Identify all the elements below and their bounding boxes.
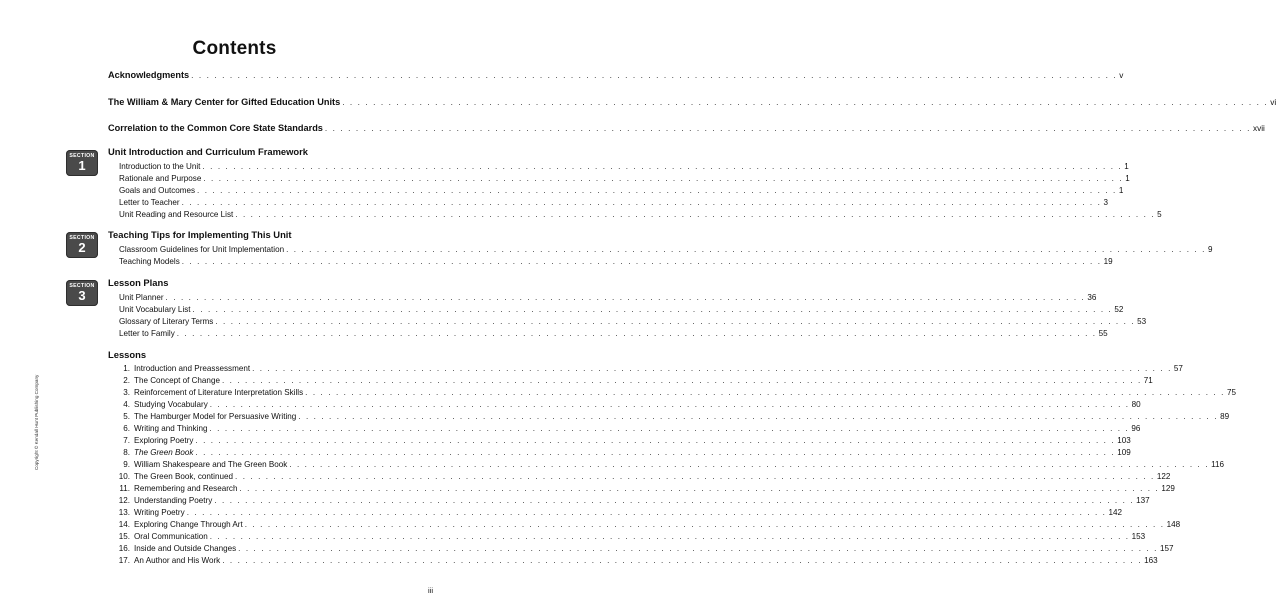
lesson-number: 14. bbox=[118, 520, 130, 529]
lesson-title: An Author and His Work bbox=[134, 556, 221, 565]
lesson-entry[interactable] bbox=[115, 519, 1181, 531]
dot-leader: . . . . . . . . . . . . . . . . . . . . . . . . . . . . . . . . . . . . . . . . . . . . . . . . . . . . . . . . . . . . . . . . . . . . . . . . . . . . . . . . . . . . . . . . . . . . . . . . . . . . . . . . . . . . . . . . . . . . . . . . bbox=[222, 556, 1143, 565]
lesson-entry-label bbox=[115, 387, 303, 399]
dot-leader: . . . . . . . . . . . . . . . . . . . . . . . . . . . . . . . . . . . . . . . . . . . . . . . . . . . . . . . . . . . . . . . . . . . . . . . . . . . . . . . . . . . . . . . . . . . . . . . . . . . . . . . . . . . . . . . . . . . . . . . . bbox=[181, 257, 1102, 266]
toc-entry[interactable] bbox=[119, 185, 1124, 197]
toc-entry-label: Unit Vocabulary List bbox=[119, 305, 191, 314]
section-2-badge bbox=[66, 232, 98, 258]
lesson-number: 3. bbox=[123, 388, 130, 397]
toc-entry-page: 55 bbox=[1098, 329, 1108, 338]
lesson-entry-label bbox=[115, 375, 220, 387]
lesson-page: 109 bbox=[1117, 448, 1131, 457]
lesson-page: 148 bbox=[1166, 520, 1181, 529]
toc-entry[interactable] bbox=[119, 316, 1147, 328]
section-1-badge bbox=[66, 150, 98, 176]
lesson-entry[interactable] bbox=[115, 483, 1175, 495]
lesson-page: 57 bbox=[1173, 364, 1183, 373]
lesson-page: 122 bbox=[1156, 472, 1171, 481]
toc-entry-page: v bbox=[1119, 71, 1124, 80]
lesson-page: 103 bbox=[1117, 436, 1131, 445]
lesson-page: 142 bbox=[1108, 508, 1123, 517]
toc-entry-label: Letter to Family bbox=[119, 329, 175, 338]
lesson-title: The Concept of Change bbox=[134, 376, 220, 385]
dot-leader: . . . . . . . . . . . . . . . . . . . . . . . . . . . . . . . . . . . . . . . . . . . . . . . . . . . . . . . . . . . . . . . . . . . . . . . . . . . . . . . . . . . . . . . . . . . . . . . . . . . . . . . . . . . . . . . . . . . . . . . . bbox=[239, 484, 1160, 493]
section-badge-label: SECTION bbox=[69, 283, 95, 289]
lesson-entry-label bbox=[115, 363, 250, 375]
toc-entry[interactable] bbox=[119, 304, 1124, 316]
lesson-number: 1. bbox=[123, 364, 130, 373]
copyright-note: Copyright © Kendall Hunt Publishing Company bbox=[34, 374, 39, 470]
dot-leader: . . . . . . . . . . . . . . . . . . . . . . . . . . . . . . . . . . . . . . . . . . . . . . . . . . . . . . . . . . . . . . . . . . . . . . . . . . . . . . . . . . . . . . . . . . . . . . . . . . . . . . . . . . . . . . . . . . . . . . . . bbox=[191, 71, 1118, 80]
dot-leader: . . . . . . . . . . . . . . . . . . . . . . . . . . . . . . . . . . . . . . . . . . . . . . . . . . . . . . . . . . . . . . . . . . . . . . . . . . . . . . . . . . . . . . . . . . . . . . . . . . . . . . . . . . . . . . . . . . . . . . . . bbox=[215, 317, 1136, 326]
dot-leader: . . . . . . . . . . . . . . . . . . . . . . . . . . . . . . . . . . . . . . . . . . . . . . . . . . . . . . . . . . . . . . . . . . . . . . . . . . . . . . . . . . . . . . . . . . . . . . . . . . . . . . . . . . . . . . . . . . . . . . . . bbox=[305, 388, 1225, 397]
dot-leader: . . . . . . . . . . . . . . . . . . . . . . . . . . . . . . . . . . . . . . . . . . . . . . . . . . . . . . . . . . . . . . . . . . . . . . . . . . . . . . . . . . . . . . . . . . . . . . . . . . . . . . . . . . . . . . . . . . . . . . . . bbox=[209, 400, 1130, 409]
toc-entry-center-units[interactable] bbox=[108, 97, 1276, 109]
section-badge-number: 1 bbox=[78, 158, 86, 173]
lesson-number: 4. bbox=[123, 400, 130, 409]
lesson-title: Writing and Thinking bbox=[134, 424, 208, 433]
dot-leader: . . . . . . . . . . . . . . . . . . . . . . . . . . . . . . . . . . . . . . . . . . . . . . . . . . . . . . . . . . . . . . . . . . . . . . . . . . . . . . . . . . . . . . . . . . . . . . . . . . . . . . . . . . . . . . . . . . . . . . . . bbox=[238, 544, 1158, 553]
lesson-number: 17. bbox=[118, 556, 130, 565]
dot-leader: . . . . . . . . . . . . . . . . . . . . . . . . . . . . . . . . . . . . . . . . . . . . . . . . . . . . . . . . . . . . . . . . . . . . . . . . . . . . . . . . . . . . . . . . . . . . . . . . . . . . . . . . . . . . . . . . . . . . . . . . bbox=[203, 174, 1124, 183]
lesson-page: 116 bbox=[1211, 460, 1225, 469]
lesson-entry[interactable] bbox=[115, 375, 1153, 387]
lesson-page: 129 bbox=[1161, 484, 1175, 493]
lesson-title: The Green Book bbox=[134, 448, 194, 457]
lesson-page: 80 bbox=[1131, 400, 1141, 409]
lesson-page: 153 bbox=[1131, 532, 1146, 541]
lesson-entry[interactable] bbox=[115, 543, 1174, 555]
lesson-title: Remembering and Research bbox=[134, 484, 238, 493]
section-badge-label: SECTION bbox=[69, 153, 95, 159]
lesson-number: 11. bbox=[119, 484, 130, 493]
lesson-title: William Shakespeare and The Green Book bbox=[134, 460, 288, 469]
lesson-entry-label bbox=[115, 411, 296, 423]
lesson-entry-label bbox=[115, 423, 207, 435]
lesson-entry[interactable] bbox=[115, 459, 1225, 471]
lesson-entry[interactable] bbox=[115, 447, 1131, 459]
lesson-page: 71 bbox=[1143, 376, 1153, 385]
toc-entry-page: 9 bbox=[1207, 245, 1213, 254]
toc-entry-label: Unit Reading and Resource List bbox=[119, 210, 234, 219]
toc-entry-label: The William & Mary Center for Gifted Education Units bbox=[108, 97, 341, 107]
dot-leader: . . . . . . . . . . . . . . . . . . . . . . . . . . . . . . . . . . . . . . . . . . . . . . . . . . . . . . . . . . . . . . . . . . . . . . . . . . . . . . . . . . . . . . . . . . . . . . . . . . . . . . . . . . . . . . . . . . . . . . . . bbox=[324, 124, 1251, 133]
section-3-heading: Lesson Plans bbox=[108, 277, 169, 288]
lesson-title: Reinforcement of Literature Interpretation Skills bbox=[134, 388, 304, 397]
lesson-entry-label bbox=[115, 495, 212, 507]
toc-entry-label: Unit Planner bbox=[119, 293, 164, 302]
dot-leader: . . . . . . . . . . . . . . . . . . . . . . . . . . . . . . . . . . . . . . . . . . . . . . . . . . . . . . . . . . . . . . . . . . . . . . . . . . . . . . . . . . . . . . . . . . . . . . . . . . . . . . . . . . . . . . . . . . . . . . . . bbox=[181, 198, 1102, 207]
dot-leader: . . . . . . . . . . . . . . . . . . . . . . . . . . . . . . . . . . . . . . . . . . . . . . . . . . . . . . . . . . . . . . . . . . . . . . . . . . . . . . . . . . . . . . . . . . . . . . . . . . . . . . . . . . . . . . . . . . . . . . . . bbox=[195, 436, 1116, 445]
section-badge-number: 3 bbox=[78, 288, 86, 303]
lesson-entry-label bbox=[115, 399, 208, 411]
dot-leader: . . . . . . . . . . . . . . . . . . . . . . . . . . . . . . . . . . . . . . . . . . . . . . . . . . . . . . . . . . . . . . . . . . . . . . . . . . . . . . . . . . . . . . . . . . . . . . . . . . . . . . . . . . . . . . . . . . . . . . . . bbox=[214, 496, 1135, 505]
toc-entry-label: Acknowledgments bbox=[108, 70, 190, 80]
dot-leader: . . . . . . . . . . . . . . . . . . . . . . . . . . . . . . . . . . . . . . . . . . . . . . . . . . . . . . . . . . . . . . . . . . . . . . . . . . . . . . . . . . . . . . . . . . . . . . . . . . . . . . . . . . . . . . . . . . . . . . . . bbox=[192, 305, 1113, 314]
lesson-entry-label bbox=[115, 447, 193, 459]
lesson-page: 157 bbox=[1159, 544, 1174, 553]
dot-leader: . . . . . . . . . . . . . . . . . . . . . . . . . . . . . . . . . . . . . . . . . . . . . . . . . . . . . . . . . . . . . . . . . . . . . . . . . . . . . . . . . . . . . . . . . . . . . . . . . . . . . . . . . . . . . . . . . . . . . . . . bbox=[197, 186, 1117, 195]
toc-entry-label: Correlation to the Common Core State Standards bbox=[108, 123, 323, 133]
toc-entry-acknowledgments[interactable] bbox=[108, 70, 1124, 82]
lesson-entry-label bbox=[115, 435, 193, 447]
section-2-heading: Teaching Tips for Implementing This Unit bbox=[108, 229, 292, 240]
page-number: iii bbox=[428, 586, 433, 595]
lesson-page: 163 bbox=[1144, 556, 1158, 565]
section-3-badge bbox=[66, 280, 98, 306]
dot-leader: . . . . . . . . . . . . . . . . . . . . . . . . . . . . . . . . . . . . . . . . . . . . . . . . . . . . . . . . . . . . . . . . . . . . . . . . . . . . . . . . . . . . . . . . . . . . . . . . . . . . . . . . . . . . . . . . . . . . . . . . bbox=[221, 376, 1142, 385]
lesson-entry-label bbox=[115, 507, 185, 519]
section-badge-number: 2 bbox=[78, 240, 86, 255]
lesson-title: Oral Communication bbox=[134, 532, 208, 541]
lesson-number: 10. bbox=[118, 472, 130, 481]
lesson-number: 16. bbox=[118, 544, 130, 553]
lesson-entry[interactable] bbox=[115, 471, 1171, 483]
lesson-page: 75 bbox=[1227, 388, 1237, 397]
dot-leader: . . . . . . . . . . . . . . . . . . . . . . . . . . . . . . . . . . . . . . . . . . . . . . . . . . . . . . . . . . . . . . . . . . . . . . . . . . . . . . . . . . . . . . . . . . . . . . . . . . . . . . . . . . . . . . . . . . . . . . . . bbox=[342, 98, 1269, 107]
dot-leader: . . . . . . . . . . . . . . . . . . . . . . . . . . . . . . . . . . . . . . . . . . . . . . . . . . . . . . . . . . . . . . . . . . . . . . . . . . . . . . . . . . . . . . . . . . . . . . . . . . . . . . . . . . . . . . . . . . . . . . . . bbox=[235, 472, 1155, 481]
lesson-title: The Green Book, continued bbox=[134, 472, 233, 481]
toc-entry[interactable] bbox=[119, 173, 1130, 185]
toc-entry-page: 36 bbox=[1087, 293, 1097, 302]
lesson-number: 13. bbox=[118, 508, 130, 517]
section-1-heading: Unit Introduction and Curriculum Framework bbox=[108, 146, 309, 157]
lesson-title: Inside and Outside Changes bbox=[134, 544, 237, 553]
toc-entry[interactable] bbox=[119, 197, 1108, 209]
lesson-number: 9. bbox=[123, 460, 130, 469]
dot-leader: . . . . . . . . . . . . . . . . . . . . . . . . . . . . . . . . . . . . . . . . . . . . . . . . . . . . . . . . . . . . . . . . . . . . . . . . . . . . . . . . . . . . . . . . . . . . . . . . . . . . . . . . . . . . . . . . . . . . . . . . bbox=[289, 460, 1210, 469]
lesson-title: The Hamburger Model for Persuasive Writing bbox=[134, 412, 297, 421]
lesson-entry[interactable] bbox=[115, 555, 1158, 567]
toc-entry-page: 5 bbox=[1157, 210, 1162, 219]
lesson-title: Introduction and Preassessment bbox=[134, 364, 251, 373]
toc-entry-label: Introduction to the Unit bbox=[119, 162, 201, 171]
lesson-entry[interactable] bbox=[115, 435, 1131, 447]
lesson-entry[interactable] bbox=[115, 363, 1183, 375]
lesson-title: Writing Poetry bbox=[134, 508, 185, 517]
lesson-title: Exploring Change Through Art bbox=[134, 520, 243, 529]
dot-leader: . . . . . . . . . . . . . . . . . . . . . . . . . . . . . . . . . . . . . . . . . . . . . . . . . . . . . . . . . . . . . . . . . . . . . . . . . . . . . . . . . . . . . . . . . . . . . . . . . . . . . . . . . . . . . . . . . . . . . . . . bbox=[165, 293, 1086, 302]
toc-entry-page: xvii bbox=[1253, 124, 1265, 133]
toc-entry-page: vi bbox=[1270, 98, 1276, 107]
lesson-entry[interactable] bbox=[115, 423, 1141, 435]
lesson-page: 137 bbox=[1136, 496, 1150, 505]
dot-leader: . . . . . . . . . . . . . . . . . . . . . . . . . . . . . . . . . . . . . . . . . . . . . . . . . . . . . . . . . . . . . . . . . . . . . . . . . . . . . . . . . . . . . . . . . . . . . . . . . . . . . . . . . . . . . . . . . . . . . . . . bbox=[195, 448, 1116, 457]
lesson-number: 12. bbox=[118, 496, 130, 505]
lesson-entry-label bbox=[115, 459, 287, 471]
lesson-page: 89 bbox=[1220, 412, 1230, 421]
toc-entry[interactable] bbox=[119, 161, 1129, 173]
toc-entry-label: Classroom Guidelines for Unit Implementation bbox=[119, 245, 285, 254]
toc-entry-page: 1 bbox=[1118, 186, 1124, 195]
toc-entry[interactable] bbox=[119, 256, 1113, 268]
dot-leader: . . . . . . . . . . . . . . . . . . . . . . . . . . . . . . . . . . . . . . . . . . . . . . . . . . . . . . . . . . . . . . . . . . . . . . . . . . . . . . . . . . . . . . . . . . . . . . . . . . . . . . . . . . . . . . . . . . . . . . . . bbox=[176, 329, 1097, 338]
toc-entry-page: 53 bbox=[1137, 317, 1147, 326]
lesson-entry[interactable] bbox=[115, 531, 1146, 543]
lesson-entry[interactable] bbox=[115, 495, 1150, 507]
lesson-number: 8. bbox=[123, 448, 130, 457]
lesson-title: Exploring Poetry bbox=[134, 436, 194, 445]
lesson-entry-label bbox=[115, 555, 220, 567]
lesson-number: 6. bbox=[123, 424, 130, 433]
lesson-entry-label bbox=[115, 519, 243, 531]
dot-leader: . . . . . . . . . . . . . . . . . . . . . . . . . . . . . . . . . . . . . . . . . . . . . . . . . . . . . . . . . . . . . . . . . . . . . . . . . . . . . . . . . . . . . . . . . . . . . . . . . . . . . . . . . . . . . . . . . . . . . . . . bbox=[235, 210, 1156, 219]
toc-entry[interactable] bbox=[119, 292, 1097, 304]
lesson-entry-label bbox=[115, 483, 237, 495]
toc-entry-page: 52 bbox=[1114, 305, 1124, 314]
lesson-page: 96 bbox=[1131, 424, 1141, 433]
lesson-entry[interactable] bbox=[115, 399, 1141, 411]
dot-leader: . . . . . . . . . . . . . . . . . . . . . . . . . . . . . . . . . . . . . . . . . . . . . . . . . . . . . . . . . . . . . . . . . . . . . . . . . . . . . . . . . . . . . . . . . . . . . . . . . . . . . . . . . . . . . . . . . . . . . . . . bbox=[186, 508, 1107, 517]
toc-entry-label: Rationale and Purpose bbox=[119, 174, 202, 183]
lesson-title: Studying Vocabulary bbox=[134, 400, 208, 409]
page-title: Contents bbox=[192, 38, 277, 59]
lesson-title: Understanding Poetry bbox=[134, 496, 213, 505]
dot-leader: . . . . . . . . . . . . . . . . . . . . . . . . . . . . . . . . . . . . . . . . . . . . . . . . . . . . . . . . . . . . . . . . . . . . . . . . . . . . . . . . . . . . . . . . . . . . . . . . . . . . . . . . . . . . . . . . . . . . . . . . bbox=[298, 412, 1219, 421]
toc-entry[interactable] bbox=[119, 209, 1162, 221]
dot-leader: . . . . . . . . . . . . . . . . . . . . . . . . . . . . . . . . . . . . . . . . . . . . . . . . . . . . . . . . . . . . . . . . . . . . . . . . . . . . . . . . . . . . . . . . . . . . . . . . . . . . . . . . . . . . . . . . . . . . . . . . bbox=[244, 520, 1165, 529]
lessons-heading: Lessons bbox=[108, 349, 147, 360]
toc-entry-label: Teaching Models bbox=[119, 257, 180, 266]
toc-entry-page: 1 bbox=[1124, 162, 1129, 171]
lesson-entry[interactable] bbox=[115, 387, 1237, 399]
toc-entry[interactable] bbox=[119, 328, 1108, 340]
lesson-number: 15. bbox=[118, 532, 130, 541]
section-badge-label: SECTION bbox=[69, 235, 95, 241]
toc-entry[interactable] bbox=[119, 244, 1213, 256]
toc-entry-page: 3 bbox=[1103, 198, 1108, 207]
toc-entry-label: Goals and Outcomes bbox=[119, 186, 196, 195]
toc-entry-page: 1 bbox=[1125, 174, 1130, 183]
lesson-entry-label bbox=[115, 531, 208, 543]
toc-entry-label: Letter to Teacher bbox=[119, 198, 180, 207]
dot-leader: . . . . . . . . . . . . . . . . . . . . . . . . . . . . . . . . . . . . . . . . . . . . . . . . . . . . . . . . . . . . . . . . . . . . . . . . . . . . . . . . . . . . . . . . . . . . . . . . . . . . . . . . . . . . . . . . . . . . . . . . bbox=[286, 245, 1206, 254]
dot-leader: . . . . . . . . . . . . . . . . . . . . . . . . . . . . . . . . . . . . . . . . . . . . . . . . . . . . . . . . . . . . . . . . . . . . . . . . . . . . . . . . . . . . . . . . . . . . . . . . . . . . . . . . . . . . . . . . . . . . . . . . bbox=[209, 424, 1130, 433]
lesson-entry-label bbox=[115, 471, 233, 483]
lesson-entry[interactable] bbox=[115, 411, 1230, 423]
toc-entry-page: 19 bbox=[1103, 257, 1113, 266]
dot-leader: . . . . . . . . . . . . . . . . . . . . . . . . . . . . . . . . . . . . . . . . . . . . . . . . . . . . . . . . . . . . . . . . . . . . . . . . . . . . . . . . . . . . . . . . . . . . . . . . . . . . . . . . . . . . . . . . . . . . . . . . bbox=[209, 532, 1130, 541]
lesson-number: 7. bbox=[123, 436, 130, 445]
dot-leader: . . . . . . . . . . . . . . . . . . . . . . . . . . . . . . . . . . . . . . . . . . . . . . . . . . . . . . . . . . . . . . . . . . . . . . . . . . . . . . . . . . . . . . . . . . . . . . . . . . . . . . . . . . . . . . . . . . . . . . . . bbox=[252, 364, 1172, 373]
toc-entry-label: Glossary of Literary Terms bbox=[119, 317, 214, 326]
lesson-entry-label bbox=[115, 543, 236, 555]
lesson-number: 5. bbox=[123, 412, 130, 421]
lesson-entry[interactable] bbox=[115, 507, 1123, 519]
dot-leader: . . . . . . . . . . . . . . . . . . . . . . . . . . . . . . . . . . . . . . . . . . . . . . . . . . . . . . . . . . . . . . . . . . . . . . . . . . . . . . . . . . . . . . . . . . . . . . . . . . . . . . . . . . . . . . . . . . . . . . . . bbox=[202, 162, 1123, 171]
toc-entry-common-core[interactable] bbox=[108, 123, 1265, 135]
lesson-number: 2. bbox=[123, 376, 130, 385]
